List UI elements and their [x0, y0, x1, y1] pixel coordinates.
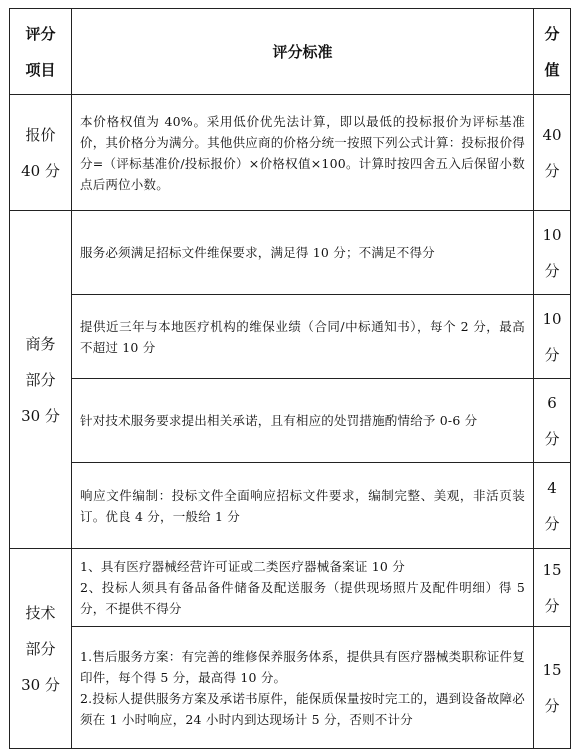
criteria-cell: [72, 549, 534, 627]
category-line: 报价: [25, 125, 56, 144]
score-unit: 分: [544, 161, 560, 180]
score-unit: 分: [544, 696, 560, 715]
score-value: 6: [547, 393, 557, 412]
category-business: [10, 211, 72, 549]
header-score-line: 值: [544, 60, 560, 79]
score-value: 4: [547, 478, 557, 497]
score-unit: 分: [544, 514, 560, 533]
score-value: 10: [542, 225, 562, 244]
score-value: 10: [542, 309, 562, 328]
criteria-text: 针对技术服务要求提出相关承诺，且有相应的处罚措施酌情给予 0-6 分: [80, 413, 478, 428]
table-row: [10, 95, 571, 211]
score-unit: 分: [544, 429, 560, 448]
criteria-text: 1、具有医疗器械经营许可证或二类医疗器械备案证 10 分: [80, 559, 405, 574]
score-value: 15: [542, 560, 562, 579]
score-unit: 分: [544, 345, 560, 364]
criteria-text: 1.售后服务方案：有完善的维修保养服务体系，提供具有医疗器械类职称证件复印件，每个得 5 分，最高得 10 分。: [80, 648, 525, 685]
table-row: [10, 379, 571, 463]
category-price: [10, 95, 72, 211]
category-technical: [10, 549, 72, 749]
scoring-table: [9, 8, 571, 749]
score-unit: 分: [544, 596, 560, 615]
criteria-text: 2.投标人提供服务方案及承诺书原件，能保质保量按时完工的，遇到设备故障必须在 1 小时响应，24 小时内到达现场计 5 分，否则不计分: [80, 690, 525, 727]
category-line: 30 分: [21, 675, 60, 694]
criteria-cell: [72, 627, 534, 749]
table-row: [10, 211, 571, 295]
criteria-cell: [72, 463, 534, 549]
criteria-cell: [72, 295, 534, 379]
table-row: [10, 627, 571, 749]
score-cell: [534, 627, 571, 749]
category-line: 商务: [25, 334, 56, 353]
header-item-line: 项目: [25, 60, 56, 79]
score-cell: [534, 549, 571, 627]
header-item: [10, 9, 72, 95]
table-row: [10, 295, 571, 379]
table-row: [10, 549, 571, 627]
score-unit: 分: [544, 261, 560, 280]
category-line: 部分: [25, 370, 56, 389]
criteria-text: 服务必须满足招标文件维保要求，满足得 10 分；不满足不得分: [80, 245, 435, 260]
score-cell: [534, 379, 571, 463]
score-value: 40: [542, 125, 562, 144]
category-line: 30 分: [21, 406, 60, 425]
header-row: [10, 9, 571, 95]
criteria-text: 响应文件编制：投标文件全面响应招标文件要求，编制完整、美观，非活页装订。优良 4 分，一般给 1 分: [80, 487, 525, 524]
criteria-text: 提供近三年与本地医疗机构的维保业绩（合同/中标通知书），每个 2 分，最高不超过 10 分: [80, 318, 525, 355]
criteria-cell: [72, 211, 534, 295]
header-item-line: 评分: [25, 24, 56, 43]
category-line: 部分: [25, 639, 56, 658]
header-standard: 评分标准: [72, 9, 534, 95]
score-cell: [534, 95, 571, 211]
category-line: 技术: [25, 603, 56, 622]
criteria-cell: [72, 95, 534, 211]
score-cell: [534, 295, 571, 379]
score-value: 15: [542, 660, 562, 679]
criteria-text: 2、投标人须具有备品备件储备及配送服务（提供现场照片及配件明细）得 5 分，不提供不得分: [80, 580, 525, 616]
header-score: [534, 9, 571, 95]
category-line: 40 分: [21, 161, 60, 180]
criteria-cell: [72, 379, 534, 463]
table-row: [10, 463, 571, 549]
header-score-line: 分: [544, 24, 560, 43]
score-cell: [534, 463, 571, 549]
criteria-text: 本价格权值为 40%。采用低价优先法计算，即以最低的投标报价为评标基准价，其价格分为满分。其他供应商的价格分统一按照下列公式计算：投标报价得分=（评标基准价/投标报价）×价格权值×100。计算时按四舍五入后保留小数点后两位小数。: [80, 113, 525, 192]
score-cell: [534, 211, 571, 295]
